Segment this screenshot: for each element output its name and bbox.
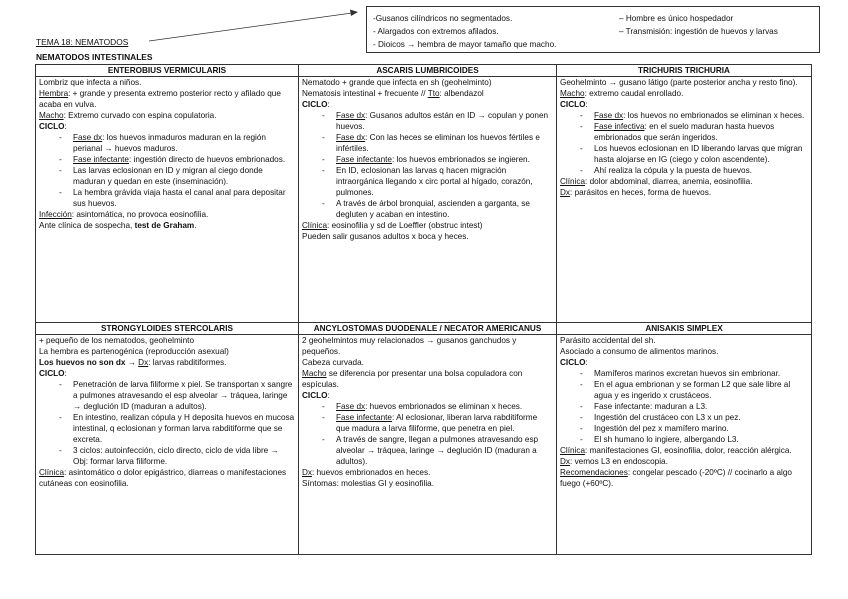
text: : huevos embrionados en heces. [312,468,431,477]
label-dx: Dx [560,457,571,466]
text-line [560,467,808,489]
text-line [302,368,553,390]
list-item [39,132,295,154]
text-line [560,445,808,456]
table-header-row [36,65,812,77]
heading-enterobius: ENTEROBIUS VERMICULARIS [36,65,299,77]
text: : asintomático o dolor epigástrico, diarreas o manifestaciones cutáneas con eosinofilia. [39,468,287,488]
label-infeccion: Infección [39,210,72,219]
label-dx: Dx [138,358,149,367]
list-item [560,110,808,121]
list-item [302,401,553,412]
nematodes-table [35,64,812,555]
text: : congelar pescado (-20ºC) // cocinarlo a algo fuego (+60ºC). [560,468,792,488]
text-line [39,88,295,110]
label-ciclo: CICLO [39,122,65,131]
label-fase: Fase infectante [73,155,129,164]
text-line [39,110,295,121]
label-fase: Fase infectante [336,413,392,422]
heading-anisakis: ANISAKIS SIMPLEX [557,323,812,335]
page-title: TEMA 18: NEMATODOS [36,37,129,47]
list-item: - A través de sangre, llegan a pulmones atravesando esp alveolar → tráquea, laringe → deglución ID (maduran a adultos). [302,434,553,467]
label-clinica: Clínica [302,221,328,230]
text: Nematosis intestinal + frecuente // [302,89,428,98]
label-macho: Macho [560,89,585,98]
text: : albendazol [439,89,484,98]
text-line [560,176,808,187]
text-line: CICLO: [302,391,330,400]
label-fase: Fase dx [73,133,103,142]
text-line [560,187,808,198]
label-macho: Macho [302,369,327,378]
label-ciclo: CICLO [560,358,586,367]
heading-trichuris: TRICHURIS TRICHURIA [557,65,812,77]
cell-enterobius [36,77,299,323]
text: : dolor abdominal, diarrea, anemia, eosinofilia. [585,177,753,186]
text: : larvas rabditiformes. [148,358,227,367]
list-item: - En el agua embrionan y se forman L2 que sale libre al agua y es ingerido x crustáceos. [560,379,808,401]
label-fase: Fase dx [336,402,366,411]
text-line [39,357,295,368]
section-subtitle: NEMATODOS INTESTINALES [36,52,153,62]
text: : los huevos inmaduros maduran en la región perianal → huevos maduros. [73,133,266,153]
text-line: CICLO: [560,358,588,367]
label-tto: Tto [427,89,440,98]
list-item: - Los huevos eclosionan en ID liberando larvas que migran hasta alojarse en IG (ciego y colon ascendente). [560,143,808,165]
list-item: - En intestino, realizan cópula y H deposita huevos en mucosa intestinal, q eclosionan y forman larva rabditiforme que se excreta. [39,412,295,445]
label-fase: Fase infectante [336,155,392,164]
list-item [302,110,553,132]
list-item: - Ingestión del pez x mamífero marino. [560,423,808,434]
text: : parásitos en heces, forma de huevos. [570,188,712,197]
text-line: Parásito accidental del sh. [560,336,656,345]
label-ciclo: CICLO [560,100,586,109]
heading-strongyloides: STRONGYLOIDES STERCOLARIS [36,323,299,335]
cycle-list [302,110,553,220]
list-item [302,412,553,434]
label-ciclo: CICLO [302,391,328,400]
label-fase: Fase dx [336,133,366,142]
label-dx: Dx [560,188,571,197]
label-clinica: Clínica [560,446,586,455]
summary-line: -Gusanos cilíndricos no segmentados. [373,14,513,23]
text: se diferencia por presentar una bolsa copuladora con espículas. [302,369,523,389]
summary-line: – Transmisión: ingestión de huevos y larvas [619,27,778,36]
text: : eosinofilia y sd de Loeffler (obstruc intest) [327,221,483,230]
table-row [36,77,812,323]
cycle-list [39,132,295,209]
text: . [194,221,197,230]
text: : Al eclosionar, liberan larva rabditiforme que madura a larva filiforme, que penetra en piel. [336,413,538,433]
summary-box [366,6,820,53]
label-fase: Fase dx [594,111,624,120]
list-item: - Fase infectante: maduran a L3. [560,401,808,412]
text-line [560,88,808,99]
list-item: - 3 ciclos: autoinfección, ciclo directo, ciclo de vida libre → Obj: formar larva filiforme. [39,445,295,467]
table-header-row [36,323,812,335]
summary-line: – Hombre es único hospedador [619,14,734,23]
text-line: CICLO: [39,122,67,131]
cell-anisakis [557,335,812,555]
text-line: Pueden salir gusanos adultos x boca y heces. [302,232,469,241]
label-ciclo: CICLO [39,369,65,378]
label-fase: Fase dx [336,111,366,120]
text-line [302,88,553,99]
text: : manifestaciones GI, eosinofilia, dolor, reacción alérgica. [585,446,792,455]
text-line [39,467,295,489]
summary-line: - Dioicos → hembra de mayor tamaño que macho. [373,40,557,49]
text: : los huevos embrionados se ingieren. [391,155,530,164]
heading-ascaris: ASCARIS LUMBRICOIDES [299,65,557,77]
text: : Con las heces se eliminan los huevos fértiles e infértiles. [336,133,540,153]
cycle-list [39,379,295,467]
text-line: La hembra es partenogénica (reproducción asexual) [39,347,229,356]
text: : Extremo curvado con espina copulatoria. [63,111,217,120]
summary-col-left [373,12,618,51]
text-line: Nematodo + grande que infecta en sh (geohelminto) [302,78,492,87]
text: : asintomática, no provoca eosinofilia. [71,210,209,219]
cell-ancylostomas [299,335,557,555]
cycle-list [560,368,808,445]
list-item [560,121,808,143]
text-line: Geohelminto → gusano látigo (parte posterior ancha y resto fino). [560,78,798,87]
list-item: - Ahí realiza la cópula y la puesta de huevos. [560,165,808,176]
list-item [39,154,295,165]
text: : los huevos no embrionados se eliminan x heces. [623,111,805,120]
cycle-list [302,401,553,467]
cycle-list [560,110,808,176]
cell-ascaris [299,77,557,323]
list-item: - En ID, eclosionan las larvas q hacen migración intraorgánica llegando x circ portal al hígado, corazón, pulmones. [302,165,553,198]
summary-col-right [619,12,824,38]
text-line [39,220,295,231]
text-line: 2 geohelmintos muy relacionados → gusanos ganchudos y pequeños. [302,336,517,356]
list-item [302,132,553,154]
text-line: CICLO: [302,100,330,109]
text: : ingestión directo de huevos embrionados. [128,155,286,164]
label-clinica: Clínica [39,468,65,477]
list-item: - La hembra grávida viaja hasta el canal anal para depositar sus huevos. [39,187,295,209]
text-line [302,467,553,478]
label-fase: Fase infectiva [594,122,645,131]
text: : en el suelo maduran hasta huevos embrionados que serán ingeridos. [594,122,775,142]
text-line: Lombriz que infecta a niños. [39,78,142,87]
list-item: - El sh humano lo ingiere, albergando L3. [560,434,808,445]
heading-ancylostomas: ANCYLOSTOMAS DUODENALE / NECATOR AMERICANUS [299,323,557,335]
text: : extremo caudal enrollado. [584,89,684,98]
text-line: Asociado a consumo de alimentos marinos. [560,347,719,356]
text-line: Síntomas: molestias GI y eosinofilia. [302,479,434,488]
cell-strongyloides [36,335,299,555]
text: : Gusanos adultos están en ID → copulan y ponen huevos. [336,111,549,131]
label-hembra: Hembra [39,89,69,98]
label-recomendaciones: Recomendaciones [560,468,628,477]
text-line [39,209,295,220]
list-item: - Penetración de larva filiforme x piel. Se transportan x sangre a pulmones atravesando el esp alveolar → tráquea, laringe → deglución ID (maduran a adultos). [39,379,295,412]
text-line [560,456,808,467]
text-line [302,220,553,231]
label-clinica: Clínica [560,177,586,186]
cell-trichuris [557,77,812,323]
summary-line: - Alargados con extremos afilados. [373,27,499,36]
bold-text: Los huevos no son dx → [39,358,139,367]
list-item: - Ingestión del crustáceo con L3 x un pez. [560,412,808,423]
text: : huevos embrionados se eliminan x heces. [365,402,523,411]
table-row [36,335,812,555]
label-ciclo: CICLO [302,100,328,109]
bold-text: test de Graham [134,221,195,230]
label-dx: Dx [302,468,313,477]
list-item: - A través de árbol bronquial, ascienden a garganta, se degluten y acaban en intestino. [302,198,553,220]
list-item: - Las larvas eclosionan en ID y migran al ciego donde maduran y quedan en este (inseminación). [39,165,295,187]
label-macho: Macho [39,111,64,120]
text-line: CICLO: [39,369,67,378]
text: : vemos L3 en endoscopia. [570,457,668,466]
text: : + grande y presenta extremo posterior recto y afilado que acaba en vulva. [39,89,281,109]
text-line: CICLO: [560,100,588,109]
list-item [302,154,553,165]
text-line: Cabeza curvada. [302,358,364,367]
list-item: - Mamíferos marinos excretan huevos sin embrionar. [560,368,808,379]
text: Ante clínica de sospecha, [39,221,135,230]
text-line: + pequeño de los nematodos, geohelminto [39,336,194,345]
